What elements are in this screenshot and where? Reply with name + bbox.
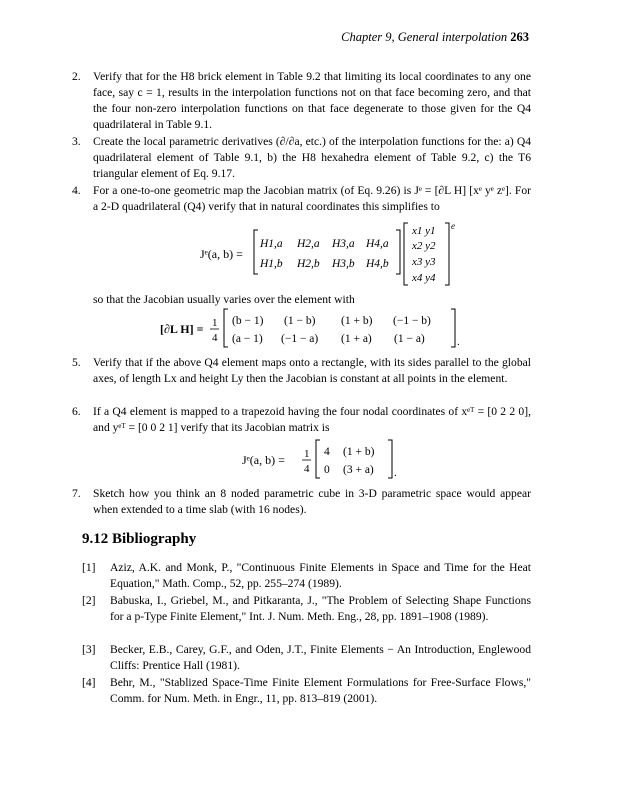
eq2-r2c3: (1 + a): [341, 333, 372, 345]
exercise-text-after: so that the Jacobian usually varies over the element with: [93, 293, 355, 306]
bib-number: [3]: [82, 643, 96, 656]
local-derivative-equation: [160, 307, 480, 351]
eq3-r1c1: 4: [324, 446, 330, 458]
exercise-4: [72, 183, 531, 215]
eq1-r2c2: H2,b: [297, 258, 320, 270]
eq3-lhs: Jᵉ(a, b) =: [242, 453, 285, 467]
bib-entry-3: [82, 642, 531, 674]
eq2-r1c3: (1 + b): [341, 315, 373, 327]
eq3-frac-den: 4: [304, 463, 310, 475]
eq3-period: .: [394, 467, 397, 479]
eq1-lhs: Jᵉ(a, b) =: [200, 247, 243, 261]
eq2-r2c2: (−1 − a): [281, 333, 319, 345]
bib-text: Behr, M., "Stablized Space-Time Finite Element Formulations for Free-Surface Flows," Comm. for Num. Meth. in Engr., 11, pp. 813–819 (2001).: [110, 676, 531, 706]
bib-entry-2: [82, 593, 531, 625]
eq3-r2c1: 0: [324, 464, 330, 476]
running-header: [341, 30, 529, 45]
eq1-r2c4: H4,b: [366, 258, 389, 270]
eq1-r1c3: H3,a: [332, 238, 355, 250]
eq2-bracket-left: [224, 309, 228, 347]
eq3-frac-num: 1: [304, 448, 310, 460]
exercise-text: Create the local parametric derivatives (∂/∂a, etc.) of the interpolation functions for the: a) Q4 quadrilateral element of Table 9.1, b) the H8 hexahedra element of Table 9.2, c) the T6 triangular element of Eq. 9.17.: [93, 135, 531, 181]
exercise-7: [72, 486, 531, 518]
exercise-number: 7.: [72, 487, 81, 500]
exercise-4-continuation: [93, 292, 531, 308]
exercise-2: [72, 69, 531, 133]
eq3-r2c2: (3 + a): [343, 464, 374, 476]
exercise-number: 5.: [72, 356, 81, 369]
eq1-r1c1: H1,a: [260, 238, 283, 250]
eq2-bracket-right: [451, 309, 455, 347]
eq2-frac-num: 1: [212, 317, 218, 329]
eq2-lhs: [∂L H] =: [160, 322, 204, 336]
section-heading: 9.12 Bibliography: [82, 531, 197, 547]
exercise-text: Verify that for the H8 brick element in Table 9.2 that limiting its local coordinates to any one face, say c = 1, results in the interpolation functions not on that face becoming zero, and that the four non-zero interpolation functions on that face degenerate to those given for the Q4 quadrilateral in Table 9.1.: [93, 70, 531, 132]
bib-number: [4]: [82, 676, 96, 689]
exercise-6: [72, 404, 531, 436]
trapezoid-jacobian-equation: [242, 438, 422, 482]
exercise-number: 4.: [72, 184, 81, 197]
eq3-bracket-left: [316, 440, 320, 478]
bib-text: Aziz, A.K. and Monk, P., "Continuous Finite Elements in Space and Time for the Heat Equation," Math. Comp., 52, pp. 255–274 (1989).: [110, 561, 531, 591]
eq2-frac-den: 4: [212, 332, 218, 344]
exercise-number: 6.: [72, 405, 81, 418]
bib-entry-4: [82, 675, 531, 707]
exercise-number: 3.: [72, 135, 81, 148]
eq2-r2c1: (a − 1): [232, 333, 263, 345]
eq2-r2c4: (1 − a): [394, 333, 425, 345]
eq1-coord-1: x1 y1: [412, 225, 436, 237]
eq1-superscript: e: [451, 221, 455, 231]
bib-text: Becker, E.B., Carey, G.F., and Oden, J.T., Finite Elements − An Introduction, Englewood Cliffs: Prentice Hall (1981).: [110, 643, 531, 673]
eq2-r1c2: (1 − b): [284, 315, 316, 327]
eq1-coord-bracket-right: [445, 223, 449, 285]
eq1-r1c2: H2,a: [297, 238, 320, 250]
chapter-title: Chapter 9, General interpolation: [341, 30, 508, 44]
eq1-coord-bracket-left: [404, 223, 408, 285]
eq1-r1c4: H4,a: [366, 238, 389, 250]
jacobian-equation: [200, 221, 540, 291]
eq3-bracket-right: [388, 440, 392, 478]
bib-number: [1]: [82, 561, 96, 574]
exercise-3: [72, 134, 531, 182]
eq1-coord-2: x2 y2: [412, 240, 436, 252]
exercise-number: 2.: [72, 70, 81, 83]
eq2-r1c4: (−1 − b): [393, 315, 431, 327]
exercise-5: [72, 355, 531, 387]
bib-text: Babuska, I., Griebel, M., and Pitkaranta, J., "The Problem of Selecting Shape Functions for a p-Type Finite Element," Int. J. Num. Meth. Eng., 28, pp. 1891–1908 (1989).: [110, 594, 531, 624]
eq1-r2c3: H3,b: [332, 258, 355, 270]
eq2-period: .: [457, 336, 460, 348]
eq1-bracket-right: [396, 230, 400, 274]
bib-entry-1: [82, 560, 531, 592]
exercise-text: If a Q4 element is mapped to a trapezoid having the four nodal coordinates of xᵉᵀ = [0 2 2 0], and yᵉᵀ = [0 0 2 1] verify that its Jacobian matrix is: [93, 405, 531, 435]
exercise-text: For a one-to-one geometric map the Jacobian matrix (of Eq. 9.26) is Jᵉ = [∂L H] [xᵉ yᵉ zᵉ]. For a 2-D quadrilateral (Q4) verify that in natural coordinates this simplifies to: [93, 184, 531, 214]
exercise-text: Sketch how you think an 8 noded parametric cube in 3-D parametric space would appear when extended to a time slab (with 16 nodes).: [93, 487, 531, 517]
bib-number: [2]: [82, 594, 96, 607]
eq1-bracket-left: [254, 230, 258, 274]
page-number: 263: [510, 30, 529, 44]
eq1-coord-3: x3 y3: [412, 256, 436, 268]
eq1-coord-4: x4 y4: [412, 272, 436, 284]
exercise-text: Verify that if the above Q4 element maps onto a rectangle, with its sides parallel to the global axes, of length Lx and height Ly then the Jacobian is constant at all points in the element.: [93, 356, 531, 386]
eq3-r1c2: (1 + b): [343, 446, 375, 458]
eq1-r2c1: H1,b: [260, 258, 283, 270]
eq2-r1c1: (b − 1): [232, 315, 264, 327]
